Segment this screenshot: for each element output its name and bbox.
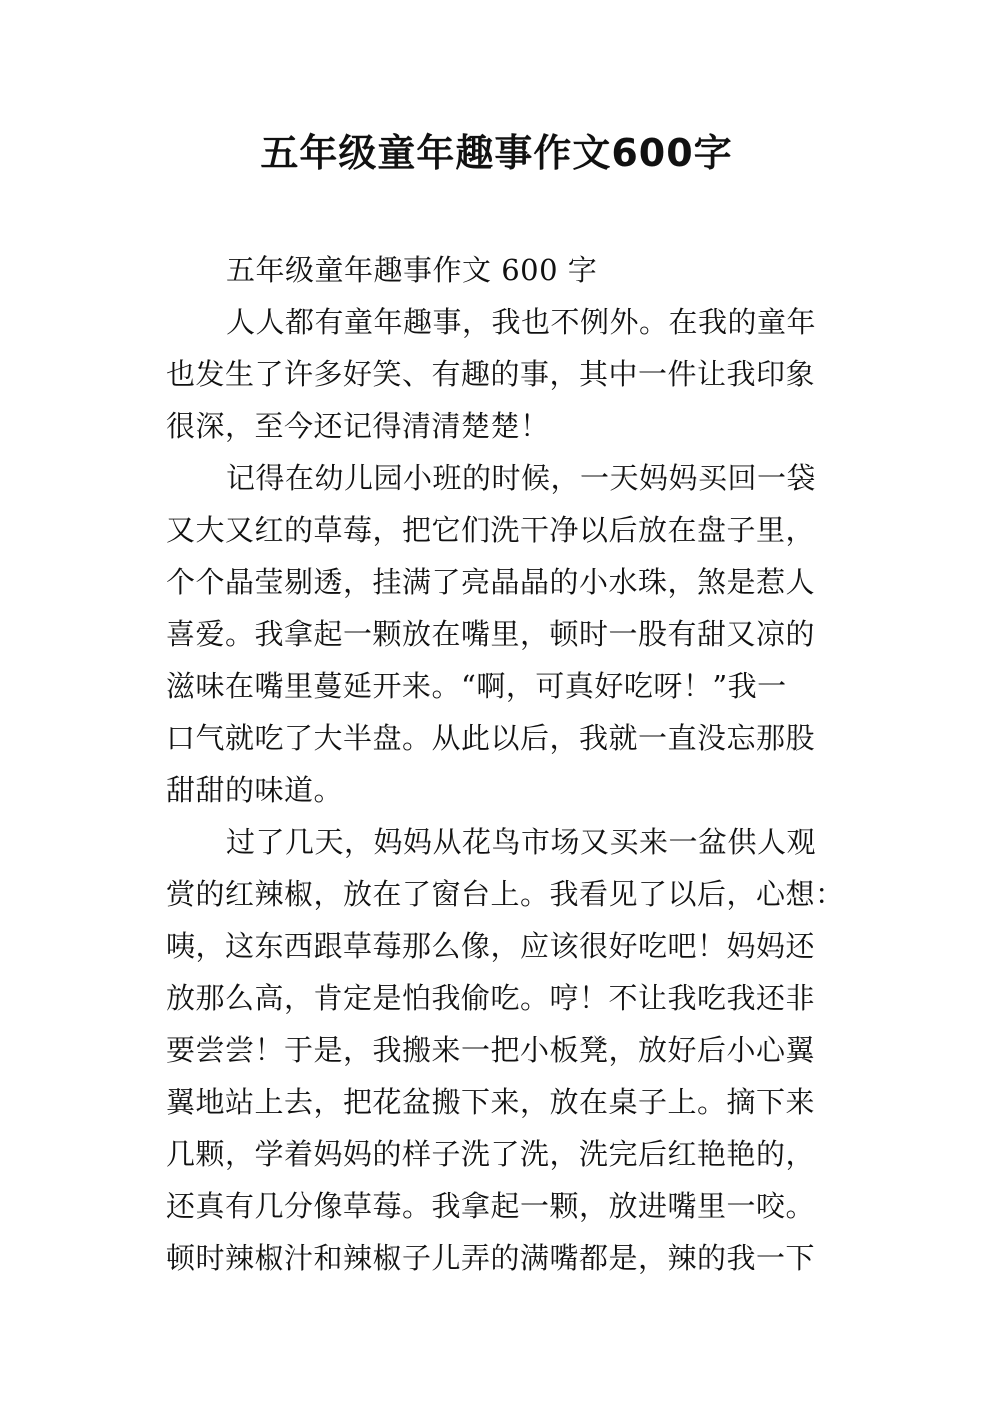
text-line: 很深，至今还记得清清楚楚！ <box>166 409 550 443</box>
text-line: 也发生了许多好笑、有趣的事，其中一件让我印象 <box>166 357 816 391</box>
text-line: 滋味在嘴里蔓延开来。“啊，可真好吃呀！”我一 <box>166 669 787 703</box>
text-line: 还真有几分像草莓。我拿起一颗，放进嘴里一咬。 <box>166 1189 816 1223</box>
text-line: 甜甜的味道。 <box>166 773 344 807</box>
text-line: 要尝尝！于是，我搬来一把小板凳，放好后小心翼 <box>166 1033 816 1067</box>
text-line: 个个晶莹剔透，挂满了亮晶晶的小水珠，煞是惹人 <box>166 565 816 599</box>
text-line: 过了几天，妈妈从花鸟市场又买来一盆供人观 <box>226 825 817 859</box>
text-line: 喜爱。我拿起一颗放在嘴里，顿时一股有甜又凉的 <box>166 617 816 651</box>
text-line: 赏的红辣椒，放在了窗台上。我看见了以后，心想： <box>166 877 845 911</box>
text-line: 五年级童年趣事作文 600 字 <box>226 253 598 287</box>
document-body <box>166 244 846 1284</box>
text-line: 翼地站上去，把花盆搬下来，放在桌子上。摘下来 <box>166 1085 816 1119</box>
text-line: 口气就吃了大半盘。从此以后，我就一直没忘那股 <box>166 721 816 755</box>
text-line: 咦，这东西跟草莓那么像，应该很好吃吧！妈妈还 <box>166 929 816 963</box>
text-line: 放那么高，肯定是怕我偷吃。哼！不让我吃我还非 <box>166 981 816 1015</box>
text-line: 几颗，学着妈妈的样子洗了洗，洗完后红艳艳的， <box>166 1137 816 1171</box>
text-line: 记得在幼儿园小班的时候，一天妈妈买回一袋 <box>226 461 817 495</box>
document-title: 五年级童年趣事作文600字 <box>260 131 733 175</box>
text-line: 顿时辣椒汁和辣椒子儿弄的满嘴都是，辣的我一下 <box>166 1241 816 1275</box>
text-line: 人人都有童年趣事，我也不例外。在我的童年 <box>226 305 817 339</box>
text-line: 又大又红的草莓，把它们洗干净以后放在盘子里， <box>166 513 816 547</box>
